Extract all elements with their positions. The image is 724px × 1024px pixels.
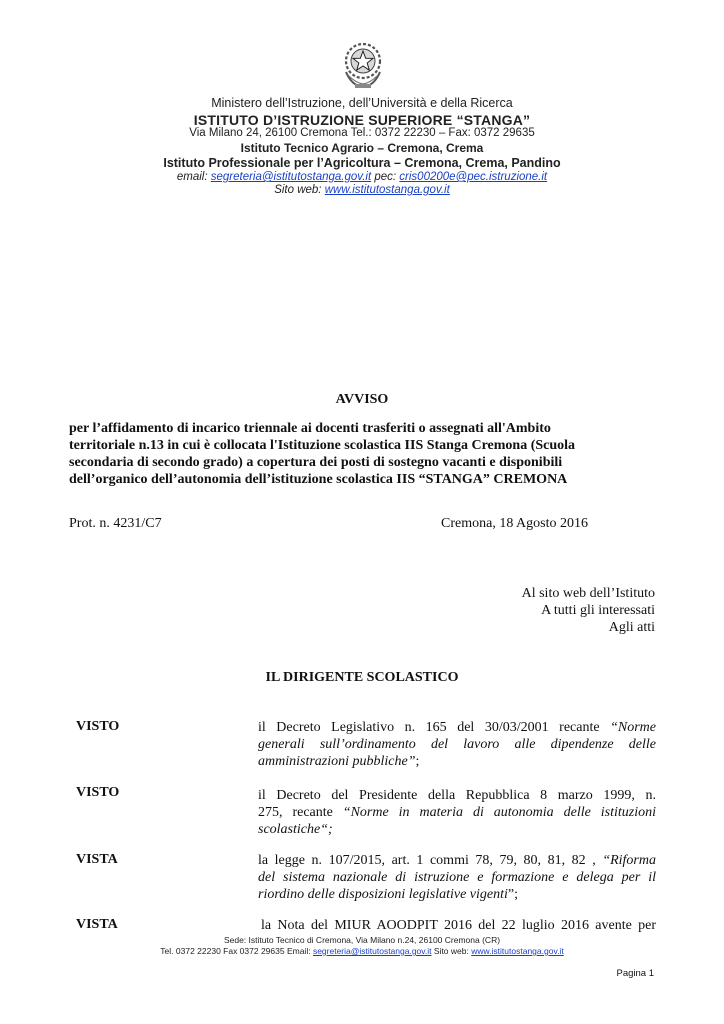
- site-label: Sito web:: [274, 184, 322, 196]
- email-label: email:: [176, 171, 208, 183]
- institute-address: Via Milano 24, 26100 Cremona Tel.: 0372 22230 – Fax: 0372 29635: [189, 127, 535, 139]
- recipient: Al sito web dell’Istituto: [521, 586, 655, 601]
- clause-label: VISTA: [76, 852, 118, 867]
- footer-email-link[interactable]: segreteria@istitutostanga.gov.it: [312, 946, 432, 956]
- footer-phone: Tel. 0372 22230 Fax 0372 29635 Email:: [160, 946, 311, 956]
- subject-line: per l’affidamento di incarico triennale ai docenti trasferiti o assegnati all'Ambito: [69, 421, 551, 436]
- clause-italic-text: scolastiche“;: [258, 822, 333, 837]
- clause-punctuation: ;: [415, 754, 420, 769]
- clause-italic-text: amministrazioni pubbliche”: [258, 754, 416, 769]
- footer-contacts: [0, 946, 724, 956]
- professional-institute: Istituto Professionale per l’Agricoltura – Cremona, Crema, Pandino: [163, 156, 561, 170]
- page-number: Pagina 1: [616, 968, 654, 979]
- subject-line: dell’organico dell’autonomia dell’istituzione scolastica IIS “STANGA” CREMONA: [69, 472, 568, 487]
- notice-title: AVVISO: [335, 392, 389, 407]
- clause-text: [258, 852, 656, 903]
- clause-italic-text: “Norme in materia di autonomia delle istituzioni: [342, 805, 656, 820]
- site-link[interactable]: www.istitutostanga.gov.it: [324, 184, 450, 196]
- clause-punctuation: ”;: [507, 887, 519, 902]
- subject-line: secondaria di secondo grado) a copertura dei posti di sostegno vacanti e disponibili: [69, 455, 563, 470]
- website: [0, 184, 724, 196]
- technical-institute: Istituto Tecnico Agrario – Cremona, Crema: [240, 141, 484, 155]
- subject-line: territoriale n.13 in cui è collocata l'Istituzione scolastica IIS Stanga Cremona (Scuola: [69, 438, 576, 453]
- clause-label: VISTA: [76, 917, 118, 932]
- contact-emails: [0, 171, 724, 183]
- clause-italic-text: “Norme: [610, 720, 656, 735]
- institute-name: ISTITUTO D’ISTRUZIONE SUPERIORE “STANGA”: [193, 112, 531, 128]
- clause-italic-text: riordino delle disposizioni legislative vigenti: [258, 887, 508, 902]
- clause-label: VISTO: [76, 785, 120, 800]
- email-link[interactable]: segreteria@istitutostanga.gov.it: [210, 171, 372, 183]
- clause-plain-text: il Decreto Legislativo n. 165 del 30/03/2001 recante: [258, 720, 611, 735]
- clause-plain-text: la Nota del MIUR AOODPIT 2016 del 22 luglio 2016 avente per: [261, 918, 656, 933]
- italian-republic-emblem: [340, 40, 386, 90]
- footer-address: Sede: Istituto Tecnico di Cremona, Via Milano n.24, 26100 Cremona (CR): [223, 935, 501, 945]
- ministry-name: Ministero dell’Istruzione, dell’Università e della Ricerca: [211, 96, 513, 110]
- clause-plain-text: il Decreto del Presidente della Repubblica 8 marzo 1999, n.: [258, 788, 656, 803]
- place-date: Cremona, 18 Agosto 2016: [441, 516, 588, 531]
- clause-plain-text: 275, recante: [258, 805, 343, 820]
- pec-link[interactable]: cris00200e@pec.istruzione.it: [399, 171, 548, 183]
- clause-italic-text: “Riforma: [602, 853, 656, 868]
- clause-italic-text: del sistema nazionale di istruzione e formazione e delega per il: [258, 870, 656, 885]
- notice-subject: [69, 420, 669, 488]
- footer-site-label: Sito web:: [433, 946, 469, 956]
- recipient: Agli atti: [608, 620, 655, 635]
- recipient: A tutti gli interessati: [541, 603, 655, 618]
- issuer-heading: IL DIRIGENTE SCOLASTICO: [265, 670, 459, 685]
- protocol-number: Prot. n. 4231/C7: [69, 516, 162, 531]
- clause-text: [258, 787, 656, 838]
- pec-label: pec:: [374, 171, 397, 183]
- clause-label: VISTO: [76, 719, 120, 734]
- footer-site-link[interactable]: www.istitutostanga.gov.it: [471, 946, 564, 956]
- clause-text: [261, 917, 656, 934]
- clause-text: [258, 719, 656, 770]
- clause-plain-text: la legge n. 107/2015, art. 1 commi 78, 79, 80, 81, 82 ,: [258, 853, 603, 868]
- clause-italic-text: generali sull’ordinamento del lavoro alle dipendenze delle: [258, 737, 656, 752]
